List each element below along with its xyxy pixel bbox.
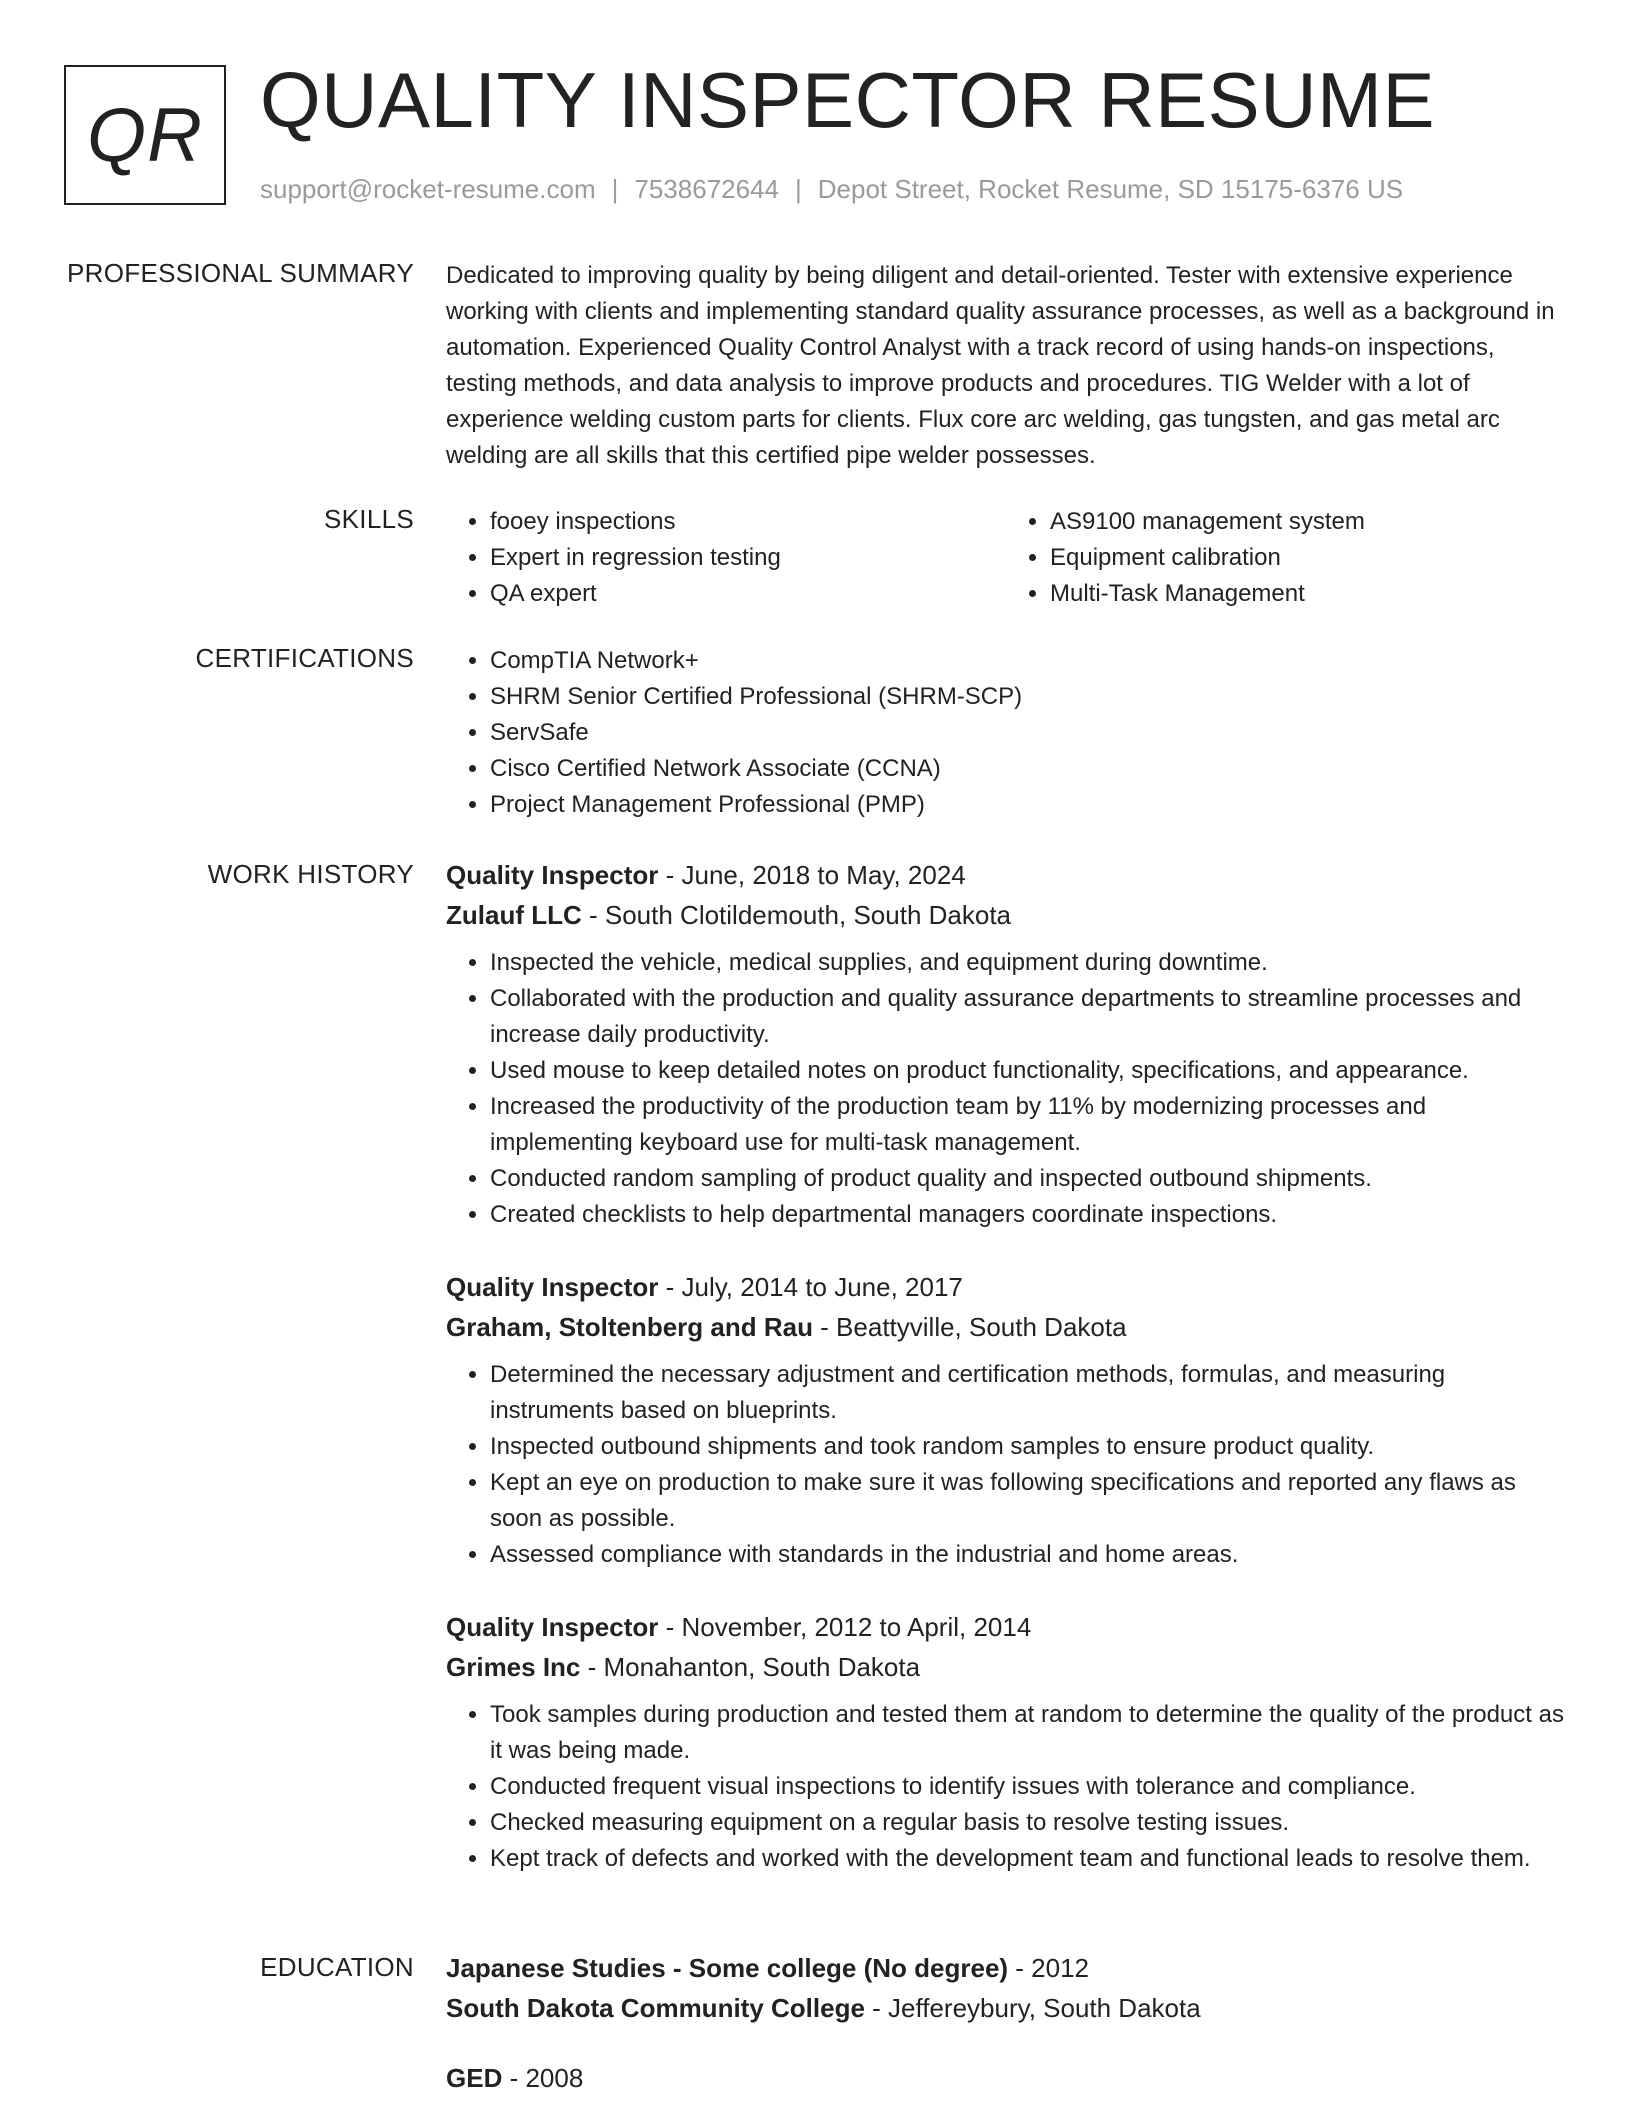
education-location: - Jeffereybury, South Dakota — [864, 1993, 1201, 2023]
job-duty: • Used mouse to keep detailed notes on product functionality, specifications, and appearance. — [490, 1053, 1566, 1089]
job-title-line — [446, 1607, 1566, 1647]
skill-item: • Expert in regression testing — [490, 540, 1006, 576]
job-duties-list — [446, 1697, 1566, 1877]
job-title-line — [446, 1267, 1566, 1307]
job-duty: • Conducted frequent visual inspections to identify issues with tolerance and compliance. — [490, 1769, 1566, 1805]
education-degree-line — [446, 2058, 1566, 2098]
contact-email: support@rocket-resume.com — [260, 174, 596, 204]
job-duty: • Inspected the vehicle, medical supplies, and equipment during downtime. — [490, 945, 1566, 981]
education-degree-line — [446, 1948, 1566, 1988]
education-year: - 2012 — [1008, 1953, 1090, 1983]
job-dates: - November, 2012 to April, 2014 — [658, 1612, 1032, 1642]
education-entry — [446, 2058, 1566, 2098]
monogram-logo — [64, 65, 226, 205]
job-duty: • Assessed compliance with standards in the industrial and home areas. — [490, 1537, 1566, 1573]
contact-separator: | — [795, 174, 802, 204]
skill-item: • fooey inspections — [490, 504, 1006, 540]
contact-line — [260, 174, 1403, 205]
job-company: Zulauf LLC — [446, 900, 582, 930]
skill-item: • Multi-Task Management — [1050, 576, 1566, 612]
job-duty: • Conducted random sampling of product quality and inspected outbound shipments. — [490, 1161, 1566, 1197]
summary-text: Dedicated to improving quality by being diligent and detail-oriented. Tester with extensive experience working with clients and implementing standard quality assurance processes, as well as a background in automation. Experienced Quality Control Analyst with a track record of using hands-on inspections, testing methods, and data analysis to improve products and procedures. TIG Welder with a lot of experience welding custom parts for clients. Flux core arc welding, gas tungsten, and gas metal arc welding are all skills that this certified pipe welder possesses. — [446, 262, 1555, 469]
job-location: - South Clotildemouth, South Dakota — [581, 900, 1012, 930]
job-dates: - July, 2014 to June, 2017 — [658, 1272, 963, 1302]
job-company-line — [446, 895, 1566, 935]
education-year: - 2008 — [502, 2063, 584, 2093]
job-title: Quality Inspector — [446, 1272, 659, 1302]
job-duty: • Kept an eye on production to make sure it was following specifications and reported any flaws as soon as possible. — [490, 1465, 1566, 1537]
job-duty: • Kept track of defects and worked with the development team and functional leads to resolve them. — [490, 1841, 1566, 1877]
job-duties-list — [446, 945, 1566, 1233]
job-title-line — [446, 855, 1566, 895]
skills-list-right — [1006, 504, 1566, 612]
skills-list-left — [446, 504, 1006, 612]
job-entry — [446, 1267, 1566, 1573]
job-duty: • Took samples during production and tested them at random to determine the quality of the product as it was being made. — [490, 1697, 1566, 1769]
job-duty: • Determined the necessary adjustment and certification methods, formulas, and measuring instruments based on blueprints. — [490, 1357, 1566, 1429]
job-location: - Monahanton, South Dakota — [580, 1652, 921, 1682]
job-entry — [446, 855, 1566, 1233]
certifications-list — [446, 643, 1566, 823]
certification-item: • CompTIA Network+ — [490, 643, 1566, 679]
job-company-line — [446, 1647, 1566, 1687]
resume-title: QUALITY INSPECTOR RESUME — [260, 56, 1436, 144]
job-company: Graham, Stoltenberg and Rau — [446, 1312, 813, 1342]
summary-heading: PROFESSIONAL SUMMARY — [67, 258, 414, 288]
skills-heading: SKILLS — [324, 504, 414, 534]
job-title: Quality Inspector — [446, 1612, 659, 1642]
job-duty: • Created checklists to help departmental managers coordinate inspections. — [490, 1197, 1566, 1233]
job-duty: • Increased the productivity of the production team by 11% by modernizing processes and implementing keyboard use for multi-task management. — [490, 1089, 1566, 1161]
monogram-initials: QR — [87, 92, 203, 178]
job-duty: • Collaborated with the production and quality assurance departments to streamline processes and increase daily productivity. — [490, 981, 1566, 1053]
skill-item: • AS9100 management system — [1050, 504, 1566, 540]
skill-item: • QA expert — [490, 576, 1006, 612]
education-degree: Japanese Studies - Some college (No degree) — [446, 1953, 1009, 1983]
job-location: - Beattyville, South Dakota — [812, 1312, 1127, 1342]
education-school: South Dakota Community College — [446, 1993, 865, 2023]
job-dates: - June, 2018 to May, 2024 — [658, 860, 966, 890]
certification-item: • SHRM Senior Certified Professional (SHRM-SCP) — [490, 679, 1566, 715]
contact-phone: 7538672644 — [634, 174, 779, 204]
education-school-line — [446, 1988, 1566, 2028]
job-duty: • Inspected outbound shipments and took random samples to ensure product quality. — [490, 1429, 1566, 1465]
education-degree: GED — [446, 2063, 503, 2093]
job-company: Grimes Inc — [446, 1652, 581, 1682]
certification-item: • Project Management Professional (PMP) — [490, 787, 1566, 823]
job-title: Quality Inspector — [446, 860, 659, 890]
education-entry — [446, 1948, 1566, 2028]
job-duty: • Checked measuring equipment on a regular basis to resolve testing issues. — [490, 1805, 1566, 1841]
job-entry — [446, 1607, 1566, 1877]
certification-item: • ServSafe — [490, 715, 1566, 751]
contact-separator: | — [611, 174, 619, 204]
contact-address: Depot Street, Rocket Resume, SD 15175-6376 US — [817, 174, 1404, 204]
job-duties-list — [446, 1357, 1566, 1573]
education-heading: EDUCATION — [260, 1952, 414, 1982]
skill-item: • Equipment calibration — [1050, 540, 1566, 576]
certification-item: • Cisco Certified Network Associate (CCNA) — [490, 751, 1566, 787]
job-company-line — [446, 1307, 1566, 1347]
work-history-heading: WORK HISTORY — [207, 859, 414, 889]
certifications-heading: CERTIFICATIONS — [195, 643, 414, 673]
